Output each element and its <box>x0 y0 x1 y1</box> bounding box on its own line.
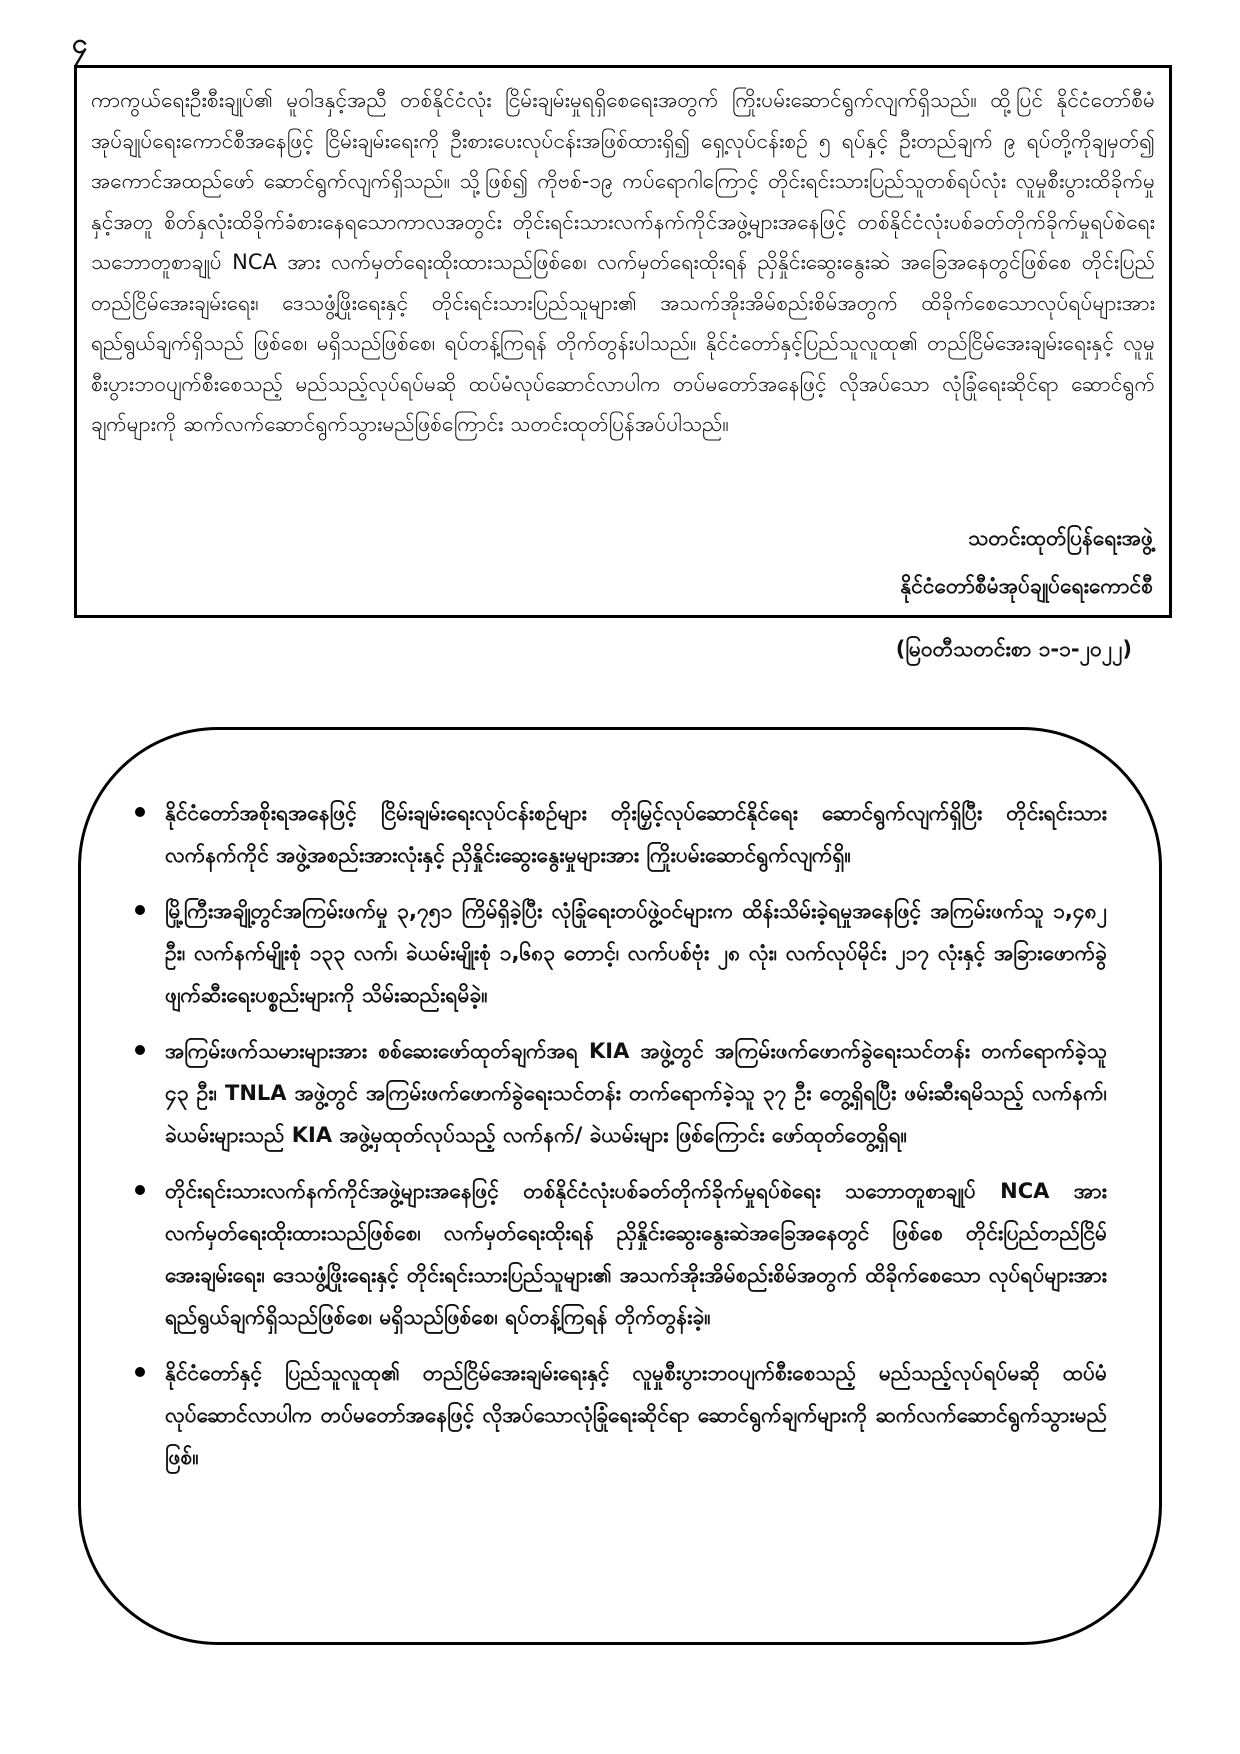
summary-bullet-list <box>131 792 1107 1478</box>
source-citation: (မြဝတီသတင်းစာ ၁-၁-၂၀၂၂) <box>895 637 1132 661</box>
signature-organization: နိုင်ငံတော်စီမံအုပ်ချုပ်ရေးကောင်စီ <box>900 574 1153 598</box>
signature-issuer: သတင်းထုတ်ပြန်ရေးအဖွဲ့ <box>968 526 1153 550</box>
statement-body: ကာကွယ်ရေးဦးစီးချုပ်၏ မူဝါဒနှင့်အညီ တစ်နိုင်ငံလုံး ငြိမ်းချမ်းမှုရရှိစေရေးအတွက် ကြိုးပမ်းဆောင်ရွက်လျက်ရှိသည်။ ထို့ပြင် နိုင်ငံတော်စီမံအုပ်ချုပ်ရေးကောင်စီအနေဖြင့် ငြိမ်းချမ်းရေးကို ဦးစားပေးလုပ်ငန်းအဖြစ်ထားရှိ၍ ရှေ့လုပ်ငန်းစဉ် ၅ ရပ်နှင့် ဦးတည်ချက် ၉ ရပ်တို့ကိုချမှတ်၍ အကောင်အထည်ဖော် ဆောင်ရွက်လျက်ရှိသည်။ သို့ဖြစ်၍ ကိုဗစ်-၁၉ ကပ်ရောဂါကြောင့် တိုင်းရင်းသားပြည်သူတစ်ရပ်လုံး လူမှုစီးပွားထိခိုက်မှုနှင့်အတူ စိတ်နှလုံးထိခိုက်ခံစားနေရသောကာလအတွင်း တိုင်းရင်းသားလက်နက်ကိုင်အဖွဲ့များအနေဖြင့် တစ်နိုင်ငံလုံးပစ်ခတ်တိုက်ခိုက်မှုရပ်စဲရေးသဘောတူစာချုပ် NCA အား လက်မှတ်ရေးထိုးထားသည်ဖြစ်စေ၊ လက်မှတ်ရေးထိုးရန် ညှိနှိုင်းဆွေးနွေးဆဲ အခြေအနေတွင်ဖြစ်စေ တိုင်းပြည်တည်ငြိမ်အေးချမ်းရေး၊ ဒေသဖွံ့ဖြိုးရေးနှင့် တိုင်းရင်းသားပြည်သူများ၏ အသက်အိုးအိမ်စည်းစိမ်အတွက် ထိခိုက်စေသောလုပ်ရပ်များအား ရည်ရွယ်ချက်ရှိသည် ဖြစ်စေ၊ မရှိသည်ဖြစ်စေ၊ ရပ်တန့်ကြရန် တိုက်တွန်းပါသည်။ နိုင်ငံတော်နှင့်ပြည်သူလူထု၏ တည်ငြိမ်အေးချမ်းရေးနှင့် လူမှုစီးပွားဘဝပျက်စီးစေသည့် မည်သည့်လုပ်ရပ်မဆို ထပ်မံလုပ်ဆောင်လာပါက တပ်မတော်အနေဖြင့် လိုအပ်သော လုံခြုံရေးဆိုင်ရာ ဆောင်ရွက်ချက်များကို ဆက်လက်ဆောင်ရွက်သွားမည်ဖြစ်ကြောင်း သတင်းထုတ်ပြန်အပ်ပါသည်။ <box>91 88 1155 436</box>
bullet-dot-icon <box>135 905 145 915</box>
summary-bullet-text: တိုင်းရင်းသားလက်နက်ကိုင်အဖွဲ့များအနေဖြင့် တစ်နိုင်ငံလုံးပစ်ခတ်တိုက်ခိုက်မှုရပ်စဲရေး သဘောတူစာချုပ် NCA အား လက်မှတ်ရေးထိုးထားသည်ဖြစ်စေ၊ လက်မှတ်ရေးထိုးရန် ညှိနှိုင်းဆွေးနွေးဆဲအခြေအနေတွင် ဖြစ်စေ တိုင်းပြည်တည်ငြိမ်အေးချမ်းရေး၊ ဒေသဖွံ့ဖြိုးရေးနှင့် တိုင်းရင်းသားပြည်သူများ၏ အသက်အိုးအိမ်စည်းစိမ်အတွက် ထိခိုက်စေသော လုပ်ရပ်များအား ရည်ရွယ်ချက်ရှိသည်ဖြစ်စေ၊ မရှိသည်ဖြစ်စေ၊ ရပ်တန့်ကြရန် တိုက်တွန်းခဲ့။ <box>165 1179 1107 1329</box>
bullet-dot-icon <box>135 1045 145 1055</box>
page-number: ၄ <box>72 27 88 60</box>
press-statement-box <box>74 65 1172 618</box>
bullet-dot-icon <box>135 1185 145 1195</box>
summary-bullet-text: နိုင်ငံတော်အစိုးရအနေဖြင့် ငြိမ်းချမ်းရေးလုပ်ငန်းစဉ်များ တိုးမြှင့်လုပ်ဆောင်နိုင်ရေး ဆောင်ရွက်လျက်ရှိပြီး တိုင်းရင်းသားလက်နက်ကိုင် အဖွဲ့အစည်းအားလုံးနှင့် ညှိနှိုင်းဆွေးနွေးမှုများအား ကြိုးပမ်းဆောင်ရွက်လျက်ရှိ။ <box>165 801 1107 867</box>
summary-bullet <box>131 1170 1107 1338</box>
summary-bullet <box>131 1352 1107 1478</box>
bullet-dot-icon <box>135 1367 145 1377</box>
summary-box <box>78 727 1162 1645</box>
summary-bullet <box>131 1030 1107 1156</box>
bullet-dot-icon <box>135 807 145 817</box>
summary-bullet-text: နိုင်ငံတော်နှင့် ပြည်သူလူထု၏ တည်ငြိမ်အေးချမ်းရေးနှင့် လူမှုစီးပွားဘဝပျက်စီးစေသည့် မည်သည့်လုပ်ရပ်မဆို ထပ်မံလုပ်ဆောင်လာပါက တပ်မတော်အနေဖြင့် လိုအပ်သောလုံခြုံရေးဆိုင်ရာ ဆောင်ရွက်ချက်များကို ဆက်လက်ဆောင်ရွက်သွားမည်ဖြစ်။ <box>165 1361 1107 1469</box>
summary-bullet-text: မြို့ကြီးအချို့တွင်အကြမ်းဖက်မှု ၃,၇၅၁ ကြိမ်ရှိခဲ့ပြီး လုံခြုံရေးတပ်ဖွဲ့ဝင်များက ထိန်းသိမ်းခဲ့ရမှုအနေဖြင့် အကြမ်းဖက်သူ ၁,၄၈၂ ဦး၊ လက်နက်မျိုးစုံ ၁၃၃ လက်၊ ခဲယမ်းမျိုးစုံ ၁,၆၈၃ တောင့်၊ လက်ပစ်ဗုံး ၂၈ လုံး၊ လက်လုပ်မိုင်း ၂၁၇ လုံးနှင့် အခြားဖောက်ခွဲဖျက်ဆီးရေးပစ္စည်းများကို သိမ်းဆည်းရမိခဲ့။ <box>165 899 1107 1007</box>
summary-bullet <box>131 890 1107 1016</box>
summary-bullet <box>131 792 1107 876</box>
summary-bullet-text: အကြမ်းဖက်သမားများအား စစ်ဆေးဖော်ထုတ်ချက်အရ KIA အဖွဲ့တွင် အကြမ်းဖက်ဖောက်ခွဲရေးသင်တန်း တက်ရောက်ခဲ့သူ ၄၃ ဦး၊ TNLA အဖွဲ့တွင် အကြမ်းဖက်ဖောက်ခွဲရေးသင်တန်း တက်ရောက်ခဲ့သူ ၃၇ ဦး တွေ့ရှိရပြီး ဖမ်းဆီးရမိသည့် လက်နက်၊ ခဲယမ်းများသည် KIA အဖွဲ့မှထုတ်လုပ်သည့် လက်နက်/ ခဲယမ်းများ ဖြစ်ကြောင်း ဖော်ထုတ်တွေ့ရှိရ။ <box>165 1039 1107 1147</box>
